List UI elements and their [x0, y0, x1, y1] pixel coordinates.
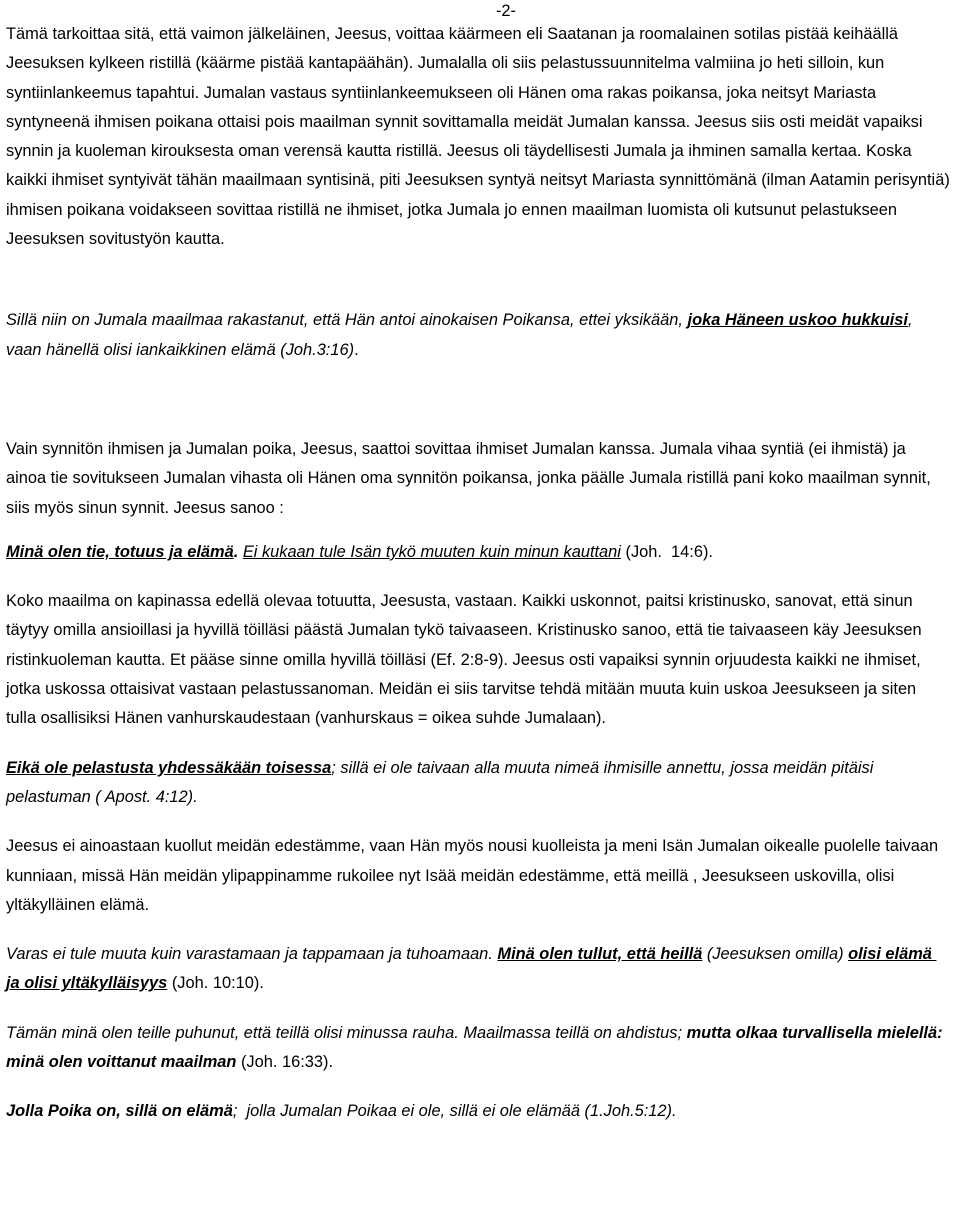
quote-john-14-6	[6, 538, 950, 567]
quote-emphasis-2: olisi elämä ja olisi yltäkylläisyys	[6, 945, 937, 993]
quote-text: ; sillä ei ole taivaan alla muuta nimeä ihmisille annettu, jossa meidän pitäisi pelastuman ( Apost. 4:12).	[6, 758, 878, 806]
paragraph-resurrection: Jeesus ei ainoastaan kuollut meidän edestämme, vaan Hän myös nousi kuolleista ja meni Isän Jumalan oikealle puolelle taivaan kunniaan, missä Hän meidän ylipappinamme rukoilee nyt Isää meidän edestämme, että meillä , Jeesukseen uskovilla, olisi yltäkylläinen elämä.	[6, 837, 939, 914]
paragraph-salvation-plan: Tämä tarkoittaa sitä, että vaimon jälkeläinen, Jeesus, voittaa käärmeen eli Saatanan ja roomalainen sotilas pistää keihäällä Jeesuksen kylkeen ristillä (käärme pistää kantapäähän). Jumalalla oli siis pelastussuunnitelma valmiina jo heti silloin, kun syntiinlankeemus tapahtui. Jumalan vastaus syntiinlankeemukseen oli Hänen oma rakas poikansa, joka neitsyt Mariasta syntyneenä ihmisen poikana ottaisi pois maailman synnit sovittamalla meidät Jumalan kanssa. Jeesus siis osti meidät vapaiksi synnin ja kuoleman kirouksesta oman verensä kautta ristillä. Jeesus oli täydellisesti Jumala ja ihminen samalla kertaa. Koska kaikki ihmiset syntyivät tähän maailmaan syntisinä, piti Jeesuksen syntyä neitsyt Mariasta synnittömänä (ilman Aatamin perisyntiä) ihmisen poikana voidakseen sovittaa ristillä ne ihmiset, jotka Jumala jo ennen maailman luomista oli kutsunut pelastukseen Jeesuksen sovitustyön kautta.	[6, 25, 950, 249]
quote-emphasis: Eikä ole pelastusta yhdessäkään toisessa	[6, 758, 332, 777]
paragraph-world-rebellion: Koko maailma on kapinassa edellä olevaa totuutta, Jeesusta, vastaan. Kaikki uskonnot, paitsi kristinusko, sanovat, että sinun täytyy omilla ansioillasi ja hyvillä töilläsi päästä Jumalan tykö taivaaseen. Kristinusko sanoo, että tie taivaaseen käy Jeesuksen ristinkuoleman kautta. Et pääse sinne omilla hyvillä töilläsi (Ef. 2:8-9). Jeesus osti vapaiksi synnin orjuudesta kaikki ne ihmiset, jotka uskossa ottaisivat vastaan pelastussanoman. Meidän ei siis tarvitse tehdä mitään muuta kuin uskoa Jeesukseen ja siten tulla osallisiksi Hänen vanhurskaudestaan (vanhurskaus = oikea suhde Jumalaan).	[6, 592, 922, 728]
quote-reference: (Joh. 16:33).	[236, 1053, 333, 1072]
quote-text-middle: (Jeesuksen omilla)	[702, 945, 849, 964]
quote-text: Tämän minä olen teille puhunut, että teillä olisi minussa rauha. Maailmassa teillä on ahdistus;	[6, 1023, 687, 1042]
quote-john-3-16	[6, 306, 950, 365]
quote-emphasis: mutta olkaa turvallisella mielellä: minä olen voittanut maailman	[6, 1023, 948, 1072]
quote-emphasis: joka Häneen uskoo hukkuisi	[687, 311, 908, 330]
quote-acts-4-12	[6, 754, 950, 813]
quote-text-end: , vaan hänellä olisi iankaikkinen elämä (Joh.3:16)	[6, 311, 918, 359]
quote-text: Ei kukaan tule Isän tykö muuten kuin minun kauttani	[242, 542, 621, 561]
quote-reference: (Joh. 10:10).	[167, 974, 264, 993]
quote-text: Sillä niin on Jumala maailmaa rakastanut, että Hän antoi ainokaisen Poikansa, ettei yksikään,	[6, 311, 688, 330]
quote-separator: .	[233, 542, 243, 561]
page-number: -2-	[495, 2, 517, 20]
paragraph-only-sinless: Vain synnitön ihmisen ja Jumalan poika, Jeesus, saattoi sovittaa ihmiset Jumalan kanssa. Jumala vihaa syntiä (ei ihmistä) ja ainoa tie sovitukseen Jumalan vihasta oli Hänen oma synnitön poikansa, jonka päälle Jumala ristillä pani koko maailman synnit, siis myös sinun synnit. Jeesus sanoo :	[6, 439, 931, 517]
quote-emphasis: Jolla Poika on, sillä on elämä	[6, 1102, 233, 1121]
quote-reference: (Joh. 14:6).	[620, 542, 713, 561]
quote-1-john-5-12	[6, 1097, 950, 1126]
quote-period: .	[354, 340, 359, 359]
quote-text: Varas ei tule muuta kuin varastamaan ja tappamaan ja tuhoamaan.	[6, 945, 498, 964]
quote-john-16-33	[6, 1019, 950, 1078]
quote-john-10-10	[6, 940, 950, 999]
quote-emphasis: Minä olen tullut, että heillä	[497, 945, 703, 964]
quote-emphasis: Minä olen tie, totuus ja elämä	[6, 542, 234, 561]
quote-text: ; jolla Jumalan Poikaa ei ole, sillä ei ole elämää (1.Joh.5:12).	[232, 1102, 677, 1121]
